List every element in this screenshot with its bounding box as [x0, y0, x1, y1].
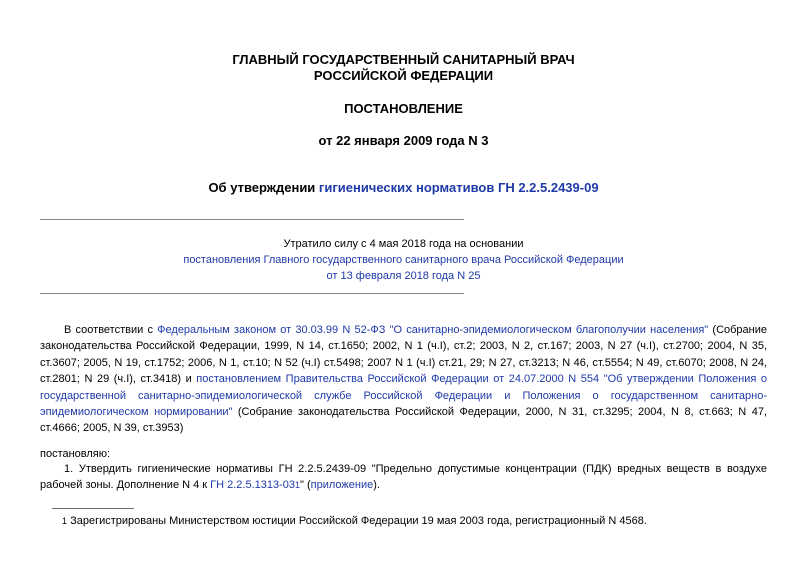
- repeal-notice-text: Утратило силу с 4 мая 2018 года на основании: [283, 238, 524, 250]
- issuer-line-1: ГЛАВНЫЙ ГОСУДАРСТВЕННЫЙ САНИТАРНЫЙ ВРАЧ: [232, 52, 575, 67]
- repeal-decree-date-link[interactable]: от 13 февраля 2018 года N 25: [326, 270, 481, 282]
- decree-item-1: [40, 461, 767, 494]
- divider-top: [40, 219, 464, 220]
- decree-label: постановляю:: [40, 448, 111, 460]
- footnote-reference: 1: [295, 480, 301, 491]
- preamble-paragraph: [40, 322, 767, 437]
- standard-link[interactable]: [210, 479, 300, 491]
- subject-link[interactable]: гигиенических нормативов ГН 2.2.5.2439-09: [318, 180, 599, 195]
- federal-law-link[interactable]: Федеральным законом от 30.03.99 N 52-ФЗ "О санитарно-эпидемиологическом благополучии населения": [157, 324, 709, 336]
- document-subject: [0, 180, 807, 196]
- item1-mid: " (: [300, 479, 311, 492]
- footnote: [62, 513, 647, 529]
- footnote-mark: 1: [62, 516, 68, 526]
- repeal-notice: [0, 236, 807, 284]
- government-decree-link[interactable]: постановлением Правительства Российской Федерации от 24.07.2000 N 554 "Об утверждении Положения о государственной санитарно-эпидемиологической службе Российской Федерации и Положения о государственном санитарно-эпидемиологическом нормировании": [40, 373, 767, 419]
- issuer-line-2: РОССИЙСКОЙ ФЕДЕРАЦИИ: [313, 68, 494, 83]
- standard-link-text: ГН 2.2.5.1313-03: [210, 479, 296, 492]
- item1-text: 1. Утвердить гигиенические нормативы ГН 2.2.5.2439-09 "Предельно допустимые концентрации (ПДК) вредных веществ в воздухе рабочей зоны. Дополнение N 4 к: [40, 463, 767, 492]
- document-type: ПОСТАНОВЛЕНИЕ: [344, 101, 463, 116]
- preamble-text-3: (Собрание законодательства Российской Федерации, 2000, N 31, ст.3295; 2004, N 8, ст.663; N 47, ст.4666; 2005, N 39, ст.3953): [40, 406, 768, 435]
- appendix-link[interactable]: приложение: [310, 479, 374, 492]
- preamble-text-2: (Собрание законодательства Российской Федерации, 1999, N 14, ст.1650; 2002, N 1 (ч.I), ст.2; 2003, N 2, ст.167; 2003, N 27 (ч.I), ст.2700; 2004, N 35, ст.3607; 2005, N 19, ст.1752; 2006, N 1, ст.10; N 52 (ч.I) ст.5498; 2007 N 1 (ч.I) ст.21, 29; N 27, ст.3213; N 46, ст.5554; N 49, ст.6070; 2008, N 24, ст.2801; N 29 (ч.I), ст.3418) и: [40, 324, 768, 386]
- repeal-decree-link[interactable]: постановления Главного государственного санитарного врача Российской Федерации: [183, 254, 624, 266]
- footnote-text: Зарегистрированы Министерством юстиции Российской Федерации 19 мая 2003 года, регистрационный N 4568.: [67, 515, 647, 527]
- item1-end: ).: [373, 479, 380, 492]
- divider-bottom: [40, 293, 464, 294]
- preamble-text-1: В соответствии с: [64, 324, 158, 336]
- document-date-number: от 22 января 2009 года N 3: [318, 133, 489, 148]
- subject-prefix: Об утверждении: [208, 180, 319, 195]
- footnote-divider: [52, 508, 134, 509]
